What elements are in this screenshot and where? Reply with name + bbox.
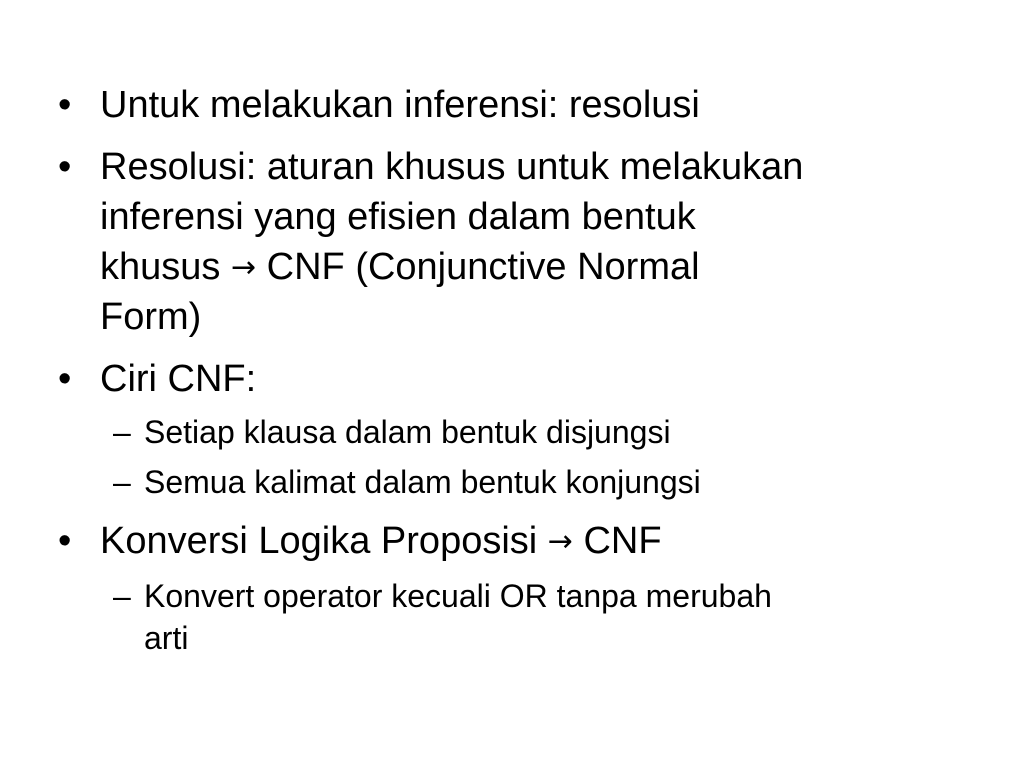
- subbullet-text: Setiap klausa dalam bentuk disjungsi: [144, 414, 671, 450]
- bullet-text-with-arrow: [100, 522, 662, 560]
- subbullet-text: arti: [144, 620, 189, 656]
- bullet-text: Ciri CNF:: [100, 358, 257, 400]
- subbullet-marker: –: [113, 464, 131, 500]
- bullet-text: khusus: [100, 246, 231, 288]
- arrow-right-icon: →: [230, 250, 257, 285]
- bullet-text: Konversi Logika Proposisi: [100, 520, 548, 562]
- subbullet-marker: –: [113, 414, 131, 450]
- bullet-text: Resolusi: aturan khusus untuk melakukan: [100, 146, 804, 188]
- bullet-marker: •: [58, 520, 72, 562]
- subbullet-text: Konvert operator kecuali OR tanpa merubah: [144, 578, 772, 614]
- bullet-marker: •: [58, 146, 72, 188]
- arrow-right-icon: →: [547, 524, 573, 559]
- bullet-text-with-arrow: [100, 248, 700, 286]
- subbullet-text: Semua kalimat dalam bentuk konjungsi: [144, 464, 701, 500]
- bullet-text: CNF (Conjunctive Normal: [256, 246, 700, 288]
- bullet-text: inferensi yang efisien dalam bentuk: [100, 196, 696, 238]
- subbullet-marker: –: [113, 578, 131, 614]
- bullet-text: Untuk melakukan inferensi: resolusi: [100, 84, 700, 126]
- bullet-text: Form): [100, 296, 202, 338]
- bullet-marker: •: [58, 358, 72, 400]
- bullet-text: CNF: [572, 520, 662, 562]
- bullet-marker: •: [58, 84, 72, 126]
